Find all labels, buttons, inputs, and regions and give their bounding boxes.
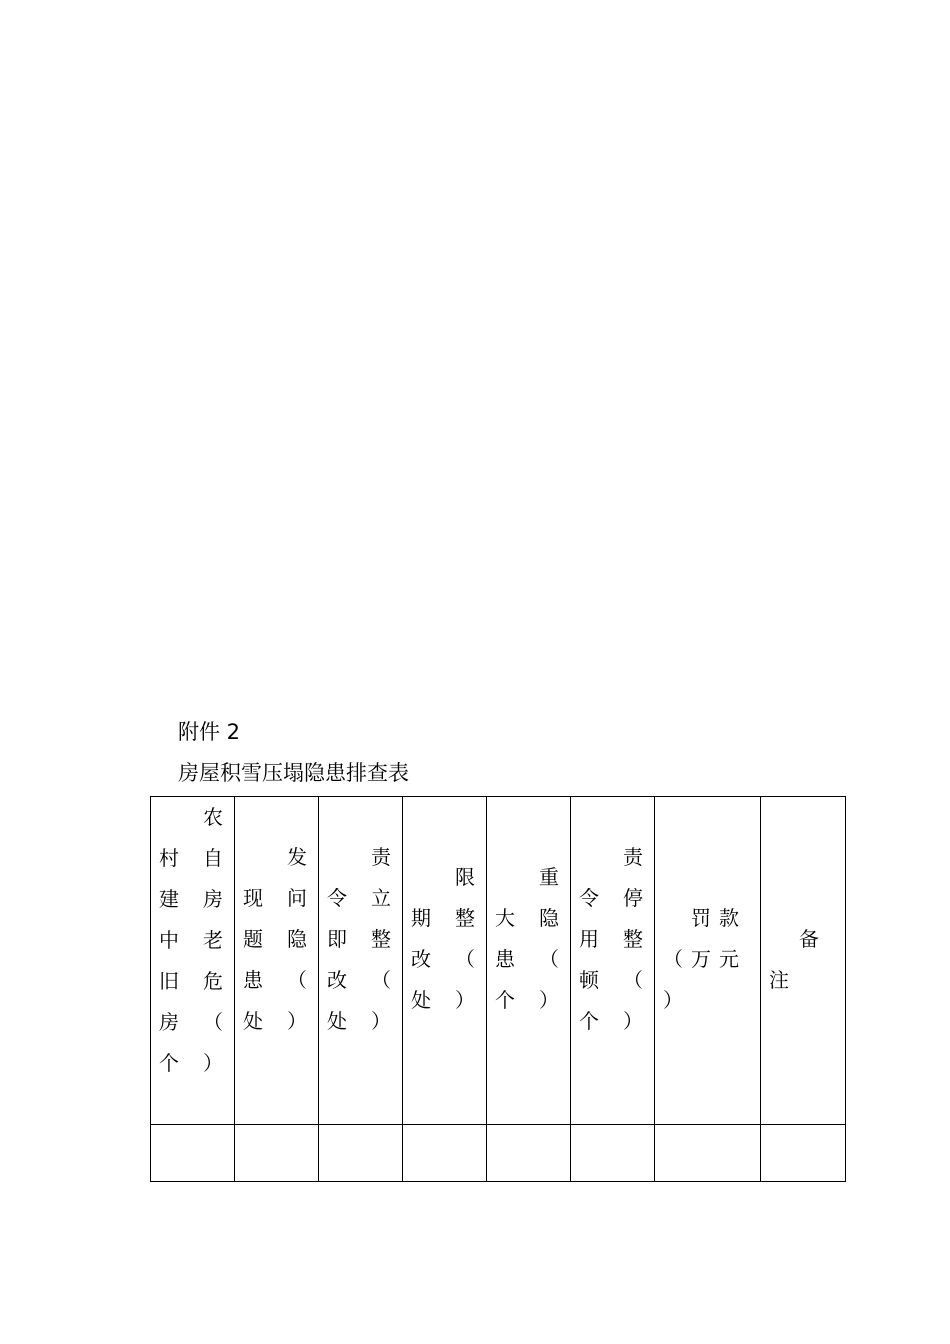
header-cell <box>151 797 235 1125</box>
header-glyph: 隐 <box>539 906 559 930</box>
header-glyph: 即 <box>327 927 347 951</box>
header-glyph: 令 <box>579 886 599 910</box>
header-glyph: ） <box>287 1009 307 1033</box>
table-header-row <box>151 797 846 1125</box>
header-glyph: 立 <box>371 886 391 910</box>
header-glyph: 责 <box>623 845 643 869</box>
header-glyph: 整 <box>623 927 643 951</box>
table-cell[interactable] <box>235 1124 319 1181</box>
header-glyph: 个 <box>159 1051 179 1075</box>
header-glyph: 整 <box>455 906 475 930</box>
header-cell <box>403 797 487 1125</box>
header-glyph: 用 <box>579 927 599 951</box>
header-glyph: ） <box>455 988 475 1012</box>
header-glyph: ） <box>623 1009 643 1033</box>
table-cell[interactable] <box>319 1124 403 1181</box>
header-glyph: ） <box>371 1009 391 1033</box>
table-cell[interactable] <box>761 1124 846 1181</box>
header-glyph: 中 <box>159 928 179 952</box>
header-glyph: （ <box>203 1010 223 1034</box>
header-glyph: 罚 <box>691 906 711 930</box>
header-glyph: 房 <box>159 1010 179 1034</box>
header-glyph: 房 <box>203 887 223 911</box>
header-cell <box>319 797 403 1125</box>
header-glyph: （ <box>287 968 307 992</box>
header-glyph: 处 <box>327 1009 347 1033</box>
table-cell[interactable] <box>403 1124 487 1181</box>
header-glyph: 建 <box>159 887 179 911</box>
header-glyph: 现 <box>243 886 263 910</box>
table-cell[interactable] <box>151 1124 235 1181</box>
header-glyph: 患 <box>243 968 263 992</box>
header-glyph: （ <box>663 947 683 971</box>
header-glyph: 元 <box>719 947 739 971</box>
header-glyph: 大 <box>495 906 515 930</box>
header-glyph: 备 <box>799 927 819 951</box>
header-glyph: 整 <box>371 927 391 951</box>
header-glyph: 注 <box>769 968 789 992</box>
header-glyph: 改 <box>411 947 431 971</box>
header-glyph: 顿 <box>579 968 599 992</box>
header-glyph: ） <box>663 988 683 1012</box>
header-glyph: （ <box>539 947 559 971</box>
header-glyph: 责 <box>371 845 391 869</box>
header-cell <box>655 797 761 1125</box>
header-glyph: ） <box>203 1051 223 1075</box>
header-glyph: 自 <box>203 846 223 870</box>
header-glyph: 停 <box>623 886 643 910</box>
header-cell <box>235 797 319 1125</box>
header-glyph: 老 <box>203 928 223 952</box>
header-glyph: 令 <box>327 886 347 910</box>
header-glyph: ） <box>539 988 559 1012</box>
header-cell <box>761 797 846 1125</box>
header-glyph: 农 <box>203 805 223 829</box>
header-glyph: 处 <box>243 1009 263 1033</box>
header-glyph: 旧 <box>159 969 179 993</box>
inspection-table <box>150 796 846 1182</box>
header-glyph: 万 <box>691 947 711 971</box>
header-glyph: （ <box>455 947 475 971</box>
header-glyph: 个 <box>495 988 515 1012</box>
header-glyph: 隐 <box>287 927 307 951</box>
header-cell <box>487 797 571 1125</box>
header-glyph: 题 <box>243 927 263 951</box>
table-cell[interactable] <box>571 1124 655 1181</box>
header-glyph: 村 <box>159 846 179 870</box>
header-glyph: 危 <box>203 969 223 993</box>
header-glyph: 患 <box>495 947 515 971</box>
header-glyph: 重 <box>539 865 559 889</box>
header-glyph: 个 <box>579 1009 599 1033</box>
header-glyph: 限 <box>455 865 475 889</box>
table-cell[interactable] <box>487 1124 571 1181</box>
page-title: 房屋积雪压塌隐患排查表 <box>178 761 409 785</box>
attachment-label: 附件 2 <box>178 720 241 744</box>
header-glyph: 问 <box>287 886 307 910</box>
header-glyph: （ <box>371 968 391 992</box>
header-glyph: 期 <box>411 906 431 930</box>
header-cell <box>571 797 655 1125</box>
table-cell[interactable] <box>655 1124 761 1181</box>
header-glyph: 款 <box>719 906 739 930</box>
table-row <box>151 1124 846 1181</box>
header-glyph: 处 <box>411 988 431 1012</box>
header-glyph: （ <box>623 968 643 992</box>
header-glyph: 发 <box>287 845 307 869</box>
header-glyph: 改 <box>327 968 347 992</box>
